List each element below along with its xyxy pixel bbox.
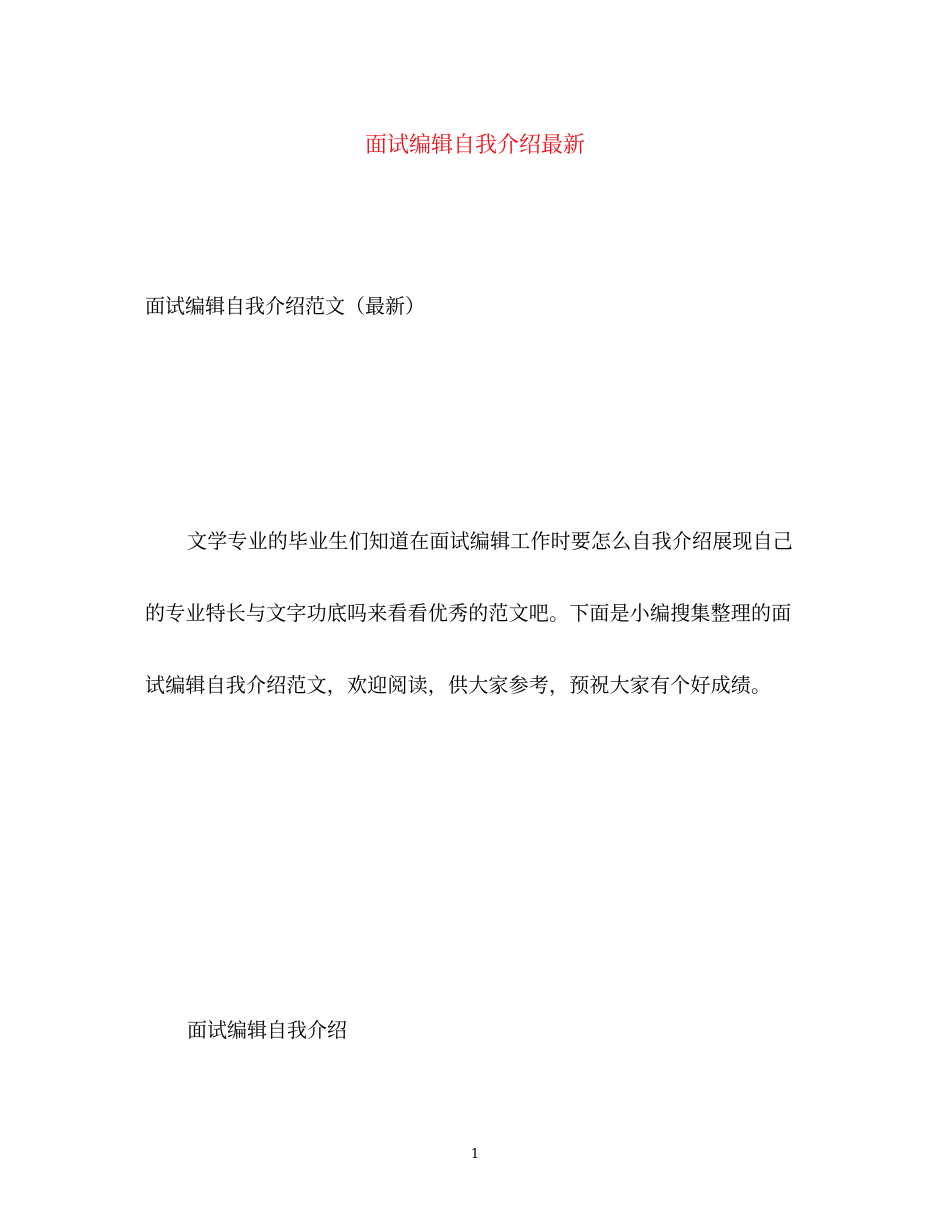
section-heading: 面试编辑自我介绍 bbox=[187, 1018, 347, 1042]
page-number: 1 bbox=[470, 1147, 480, 1162]
document-subtitle: 面试编辑自我介绍范文（最新） bbox=[145, 294, 425, 318]
document-title: 面试编辑自我介绍最新 bbox=[364, 133, 585, 158]
intro-paragraph: 文学专业的毕业生们知道在面试编辑工作时要怎么自我介绍展现自己的专业特长与文字功底吗来看看优秀的范文吧。下面是小编搜集整理的面试编辑自我介绍范文，欢迎阅读，供大家参考，预祝大家有个好成绩。 bbox=[145, 529, 793, 697]
